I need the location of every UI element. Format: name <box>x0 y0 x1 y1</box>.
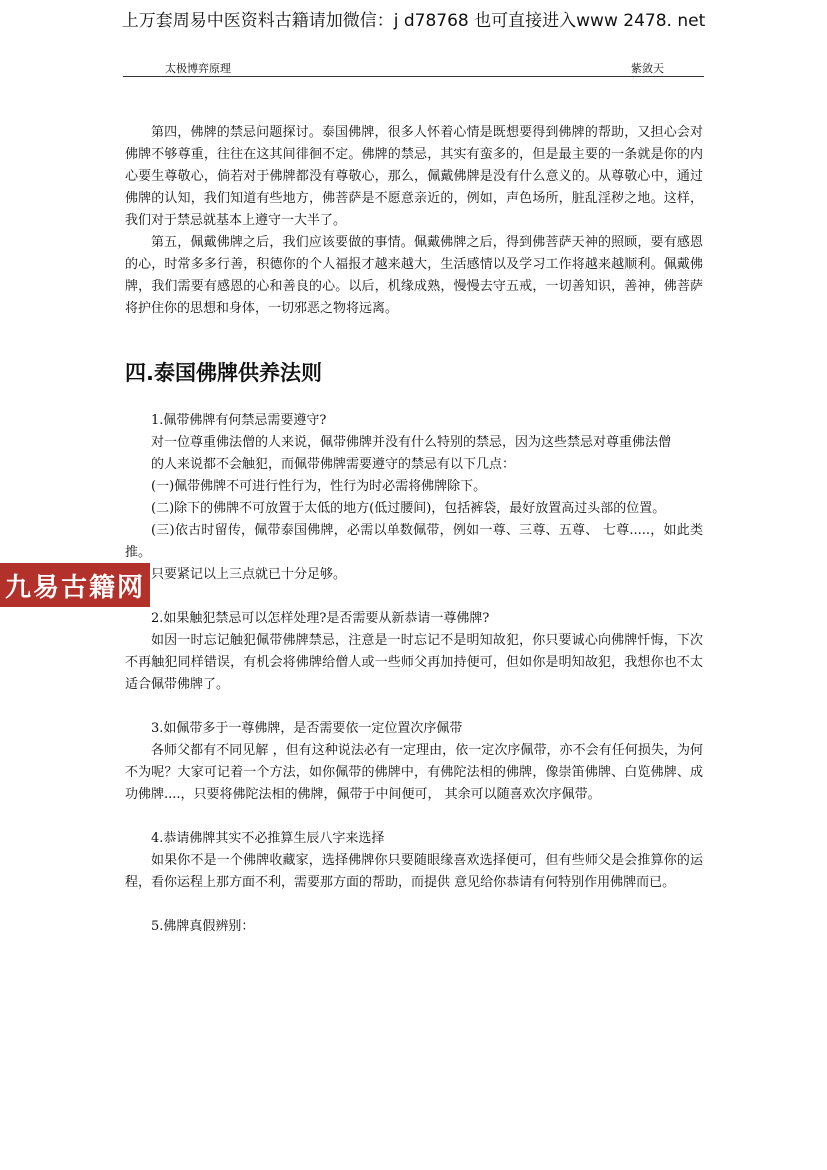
header-left-title: 太极博弈原理 <box>165 62 231 75</box>
question-1-line: 的人来说都不会触犯，而佩带佛牌需要遵守的禁忌有以下几点： <box>151 457 516 472</box>
question-2 <box>125 608 703 696</box>
watermark-logo <box>0 563 150 607</box>
intro-paragraph-5: 第五，佩戴佛牌之后，我们应该要做的事情。佩戴佛牌之后，得到佛菩萨天神的照顾，要有感恩的心，时常多多行善，积德你的个人福报才越来越大，生活感情以及学习工作将越来越顺利。佩戴佛牌，我们需要有感恩的心和善良的心。以后，机缘成熟，慢慢去守五戒，一切善知识，善神，佛菩萨将护住你的思想和身体，一切邪恶之物将远离。 <box>125 235 703 316</box>
question-5-title: 5.佛牌真假辨别： <box>151 919 255 934</box>
question-1-line: (一)佩带佛牌不可进行性行为，性行为时必需将佛牌除下。 <box>151 479 487 494</box>
question-3-body: 各师父都有不同见解 ，但有这种说法必有一定理由，依一定次序佩带，亦不会有任何损失，为何不为呢？大家可记着一个方法，如你佩带的佛牌中，有佛陀法相的佛牌，像崇笛佛牌、白览佛牌、成功佛牌....，只要将佛陀法相的佛牌，佩带于中间便可， 其余可以随喜欢次序佩带。 <box>125 743 703 802</box>
question-2-body: 如因一时忘记触犯佩带佛牌禁忌，注意是一时忘记不是明知故犯，你只要诚心向佛牌忏悔，下次不再触犯同样错误，有机会将佛牌给僧人或一些师父再加持便可，但如你是明知故犯，我想你也不太适合佩带佛牌了。 <box>125 633 703 692</box>
section-title: 四.泰国佛牌供养法则 <box>125 361 322 385</box>
question-2-title: 2.如果触犯禁忌可以怎样处理?是否需要从新恭请一尊佛牌? <box>151 611 490 626</box>
question-1-line: 只要紧记以上三点就已十分足够。 <box>151 567 347 582</box>
question-4-title: 4.恭请佛牌其实不必推算生辰八字来选择 <box>151 831 385 846</box>
page-header <box>123 58 704 77</box>
question-4 <box>125 828 703 894</box>
question-1-line: 对一位尊重佛法僧的人来说，佩带佛牌并没有什么特别的禁忌，因为这些禁忌对尊重佛法僧 <box>151 435 672 450</box>
intro-paragraph-4: 第四，佛牌的禁忌问题探讨。泰国佛牌，很多人怀着心情是既想要得到佛牌的帮助，又担心会对佛牌不够尊重，往往在这其间徘徊不定。佛牌的禁忌，其实有蛮多的，但是最主要的一条就是你的内心要生尊敬心，倘若对于佛牌都没有尊敬心，那么，佩戴佛牌是没有什么意义的。从尊敬心中，通过佛牌的认知，我们知道有些地方，佛菩萨是不愿意亲近的，例如，声色场所，脏乱淫秽之地。这样，我们对于禁忌就基本上遵守一大半了。 <box>125 125 703 228</box>
question-1 <box>125 410 703 586</box>
question-5 <box>125 916 703 938</box>
question-3 <box>125 718 703 806</box>
page-content <box>125 122 703 938</box>
header-right-author: 紫敛天 <box>631 62 664 75</box>
watermark-text: 九易古籍网 <box>4 572 145 603</box>
question-3-title: 3.如佩带多于一尊佛牌，是否需要依一定位置次序佩带 <box>151 721 463 736</box>
question-1-title: 1.佩带佛牌有何禁忌需要遵守? <box>151 413 327 428</box>
question-1-line: (三)依古时留传，佩带泰国佛牌，必需以单数佩带，例如一尊、三尊、五尊、 七尊.....，如此类推。 <box>125 523 703 560</box>
top-banner: 上万套周易中医资料古籍请加微信：j d78768 也可直接进入www 2478. net <box>121 11 706 31</box>
question-4-body: 如果你不是一个佛牌收藏家，选择佛牌你只要随眼缘喜欢选择便可，但有些师父是会推算你的运程，看你运程上那方面不利，需要那方面的帮助，而提供 意见给你恭请有何特别作用佛牌而已。 <box>125 853 703 890</box>
question-1-line: (二)除下的佛牌不可放置于太低的地方(低过腰间)，包括裤袋，最好放置高过头部的位置。 <box>151 501 666 516</box>
